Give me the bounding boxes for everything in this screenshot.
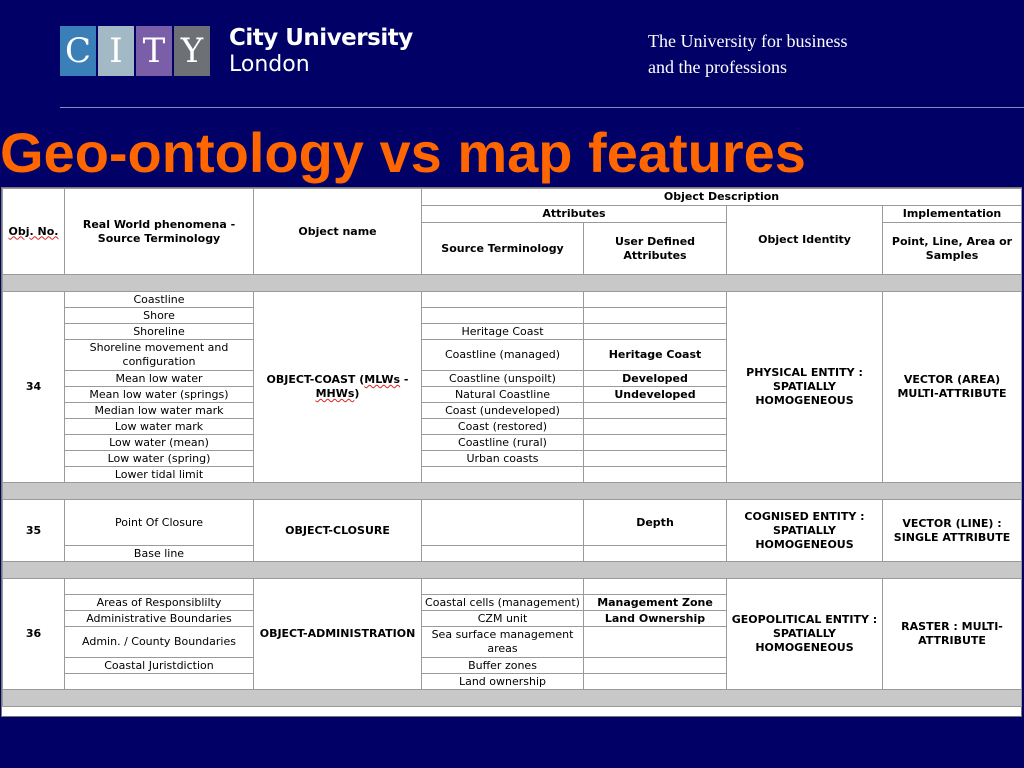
separator-row xyxy=(3,690,1022,707)
user-defined-cell xyxy=(584,579,727,595)
source-term-cell: Coast (undeveloped) xyxy=(422,403,584,419)
user-defined-cell: Management Zone xyxy=(584,595,727,611)
header-divider xyxy=(60,107,1024,108)
user-defined-cell xyxy=(584,419,727,435)
tagline-line-1: The University for business xyxy=(648,31,848,51)
real-world-cell: Shoreline xyxy=(65,324,254,340)
obj-number: 36 xyxy=(3,579,65,690)
ontology-table xyxy=(2,188,1022,707)
logo-tile-c: C xyxy=(60,26,96,76)
university-city: London xyxy=(229,52,310,77)
table-row xyxy=(3,500,1022,546)
real-world-cell: Coastal Juristdiction xyxy=(65,658,254,674)
source-term-cell: Coastal cells (management) xyxy=(422,595,584,611)
real-world-cell xyxy=(65,579,254,595)
tagline-line-2: and the professions xyxy=(648,57,787,77)
source-term-cell: Coast (restored) xyxy=(422,419,584,435)
slide-title: Geo-ontology vs map features xyxy=(0,121,806,184)
header-object-identity: Object Identity xyxy=(727,206,883,275)
user-defined-cell xyxy=(584,308,727,324)
implementation: VECTOR (AREA) MULTI-ATTRIBUTE xyxy=(883,292,1022,483)
source-term-cell xyxy=(422,500,584,546)
real-world-cell: Median low water mark xyxy=(65,403,254,419)
header-implementation: Implementation xyxy=(883,206,1022,223)
header-attributes: Attributes xyxy=(422,206,727,223)
header-real-world: Real World phenomena - Source Terminology xyxy=(65,189,254,275)
source-term-cell xyxy=(422,467,584,483)
real-world-cell: Coastline xyxy=(65,292,254,308)
real-world-cell xyxy=(65,674,254,690)
source-term-cell: Coastline (rural) xyxy=(422,435,584,451)
source-term-cell: Heritage Coast xyxy=(422,324,584,340)
implementation: RASTER : MULTI-ATTRIBUTE xyxy=(883,579,1022,690)
source-term-cell: Coastline (unspoilt) xyxy=(422,371,584,387)
real-world-cell: Shore xyxy=(65,308,254,324)
object-name: OBJECT-COAST (MLWs - MHWs) xyxy=(254,292,422,483)
ontology-table-container xyxy=(1,187,1022,717)
real-world-cell: Administrative Boundaries xyxy=(65,611,254,627)
logo-tile-y: Y xyxy=(174,26,210,76)
real-world-cell: Point Of Closure xyxy=(65,500,254,546)
user-defined-cell xyxy=(584,324,727,340)
real-world-cell: Areas of Responsiblilty xyxy=(65,595,254,611)
source-term-cell: Land ownership xyxy=(422,674,584,690)
table-row xyxy=(3,292,1022,308)
source-term-cell: Sea surface management areas xyxy=(422,627,584,658)
user-defined-cell: Undeveloped xyxy=(584,387,727,403)
header-point-line-area: Point, Line, Area or Samples xyxy=(883,223,1022,275)
real-world-cell: Low water mark xyxy=(65,419,254,435)
user-defined-cell xyxy=(584,674,727,690)
user-defined-cell xyxy=(584,658,727,674)
separator-row xyxy=(3,562,1022,579)
real-world-cell: Mean low water (springs) xyxy=(65,387,254,403)
user-defined-cell xyxy=(584,292,727,308)
table-row xyxy=(3,579,1022,595)
source-term-cell: Urban coasts xyxy=(422,451,584,467)
object-identity: PHYSICAL ENTITY : SPATIALLY HOMOGENEOUS xyxy=(727,292,883,483)
header-object-description: Object Description xyxy=(422,189,1022,206)
real-world-cell: Base line xyxy=(65,546,254,562)
real-world-cell: Low water (mean) xyxy=(65,435,254,451)
real-world-cell: Shoreline movement and configuration xyxy=(65,340,254,371)
source-term-cell xyxy=(422,546,584,562)
source-term-cell: Buffer zones xyxy=(422,658,584,674)
obj-number: 35 xyxy=(3,500,65,562)
user-defined-cell xyxy=(584,546,727,562)
university-brand xyxy=(229,24,413,78)
university-name: City University xyxy=(229,25,413,51)
source-term-cell: Coastline (managed) xyxy=(422,340,584,371)
logo-tile-i: I xyxy=(98,26,134,76)
source-term-cell: Natural Coastline xyxy=(422,387,584,403)
implementation: VECTOR (LINE) : SINGLE ATTRIBUTE xyxy=(883,500,1022,562)
user-defined-cell xyxy=(584,403,727,419)
real-world-cell: Lower tidal limit xyxy=(65,467,254,483)
object-identity: GEOPOLITICAL ENTITY : SPATIALLY HOMOGENEOUS xyxy=(727,579,883,690)
header-user-defined: User Defined Attributes xyxy=(584,223,727,275)
header-obj-no: Obj. No. xyxy=(3,189,65,275)
user-defined-cell: Depth xyxy=(584,500,727,546)
source-term-cell: CZM unit xyxy=(422,611,584,627)
tagline xyxy=(648,28,908,80)
obj-number: 34 xyxy=(3,292,65,483)
source-term-cell xyxy=(422,292,584,308)
separator-row xyxy=(3,483,1022,500)
header-source-terminology: Source Terminology xyxy=(422,223,584,275)
header-object-name: Object name xyxy=(254,189,422,275)
object-identity: COGNISED ENTITY : SPATIALLY HOMOGENEOUS xyxy=(727,500,883,562)
user-defined-cell xyxy=(584,435,727,451)
real-world-cell: Admin. / County Boundaries xyxy=(65,627,254,658)
source-term-cell xyxy=(422,579,584,595)
user-defined-cell xyxy=(584,627,727,658)
real-world-cell: Low water (spring) xyxy=(65,451,254,467)
source-term-cell xyxy=(422,308,584,324)
user-defined-cell xyxy=(584,467,727,483)
object-name: OBJECT-ADMINISTRATION xyxy=(254,579,422,690)
user-defined-cell: Developed xyxy=(584,371,727,387)
user-defined-cell: Land Ownership xyxy=(584,611,727,627)
separator-row xyxy=(3,275,1022,292)
city-logo xyxy=(60,26,210,76)
user-defined-cell: Heritage Coast xyxy=(584,340,727,371)
logo-tile-t: T xyxy=(136,26,172,76)
object-name: OBJECT-CLOSURE xyxy=(254,500,422,562)
user-defined-cell xyxy=(584,451,727,467)
real-world-cell: Mean low water xyxy=(65,371,254,387)
